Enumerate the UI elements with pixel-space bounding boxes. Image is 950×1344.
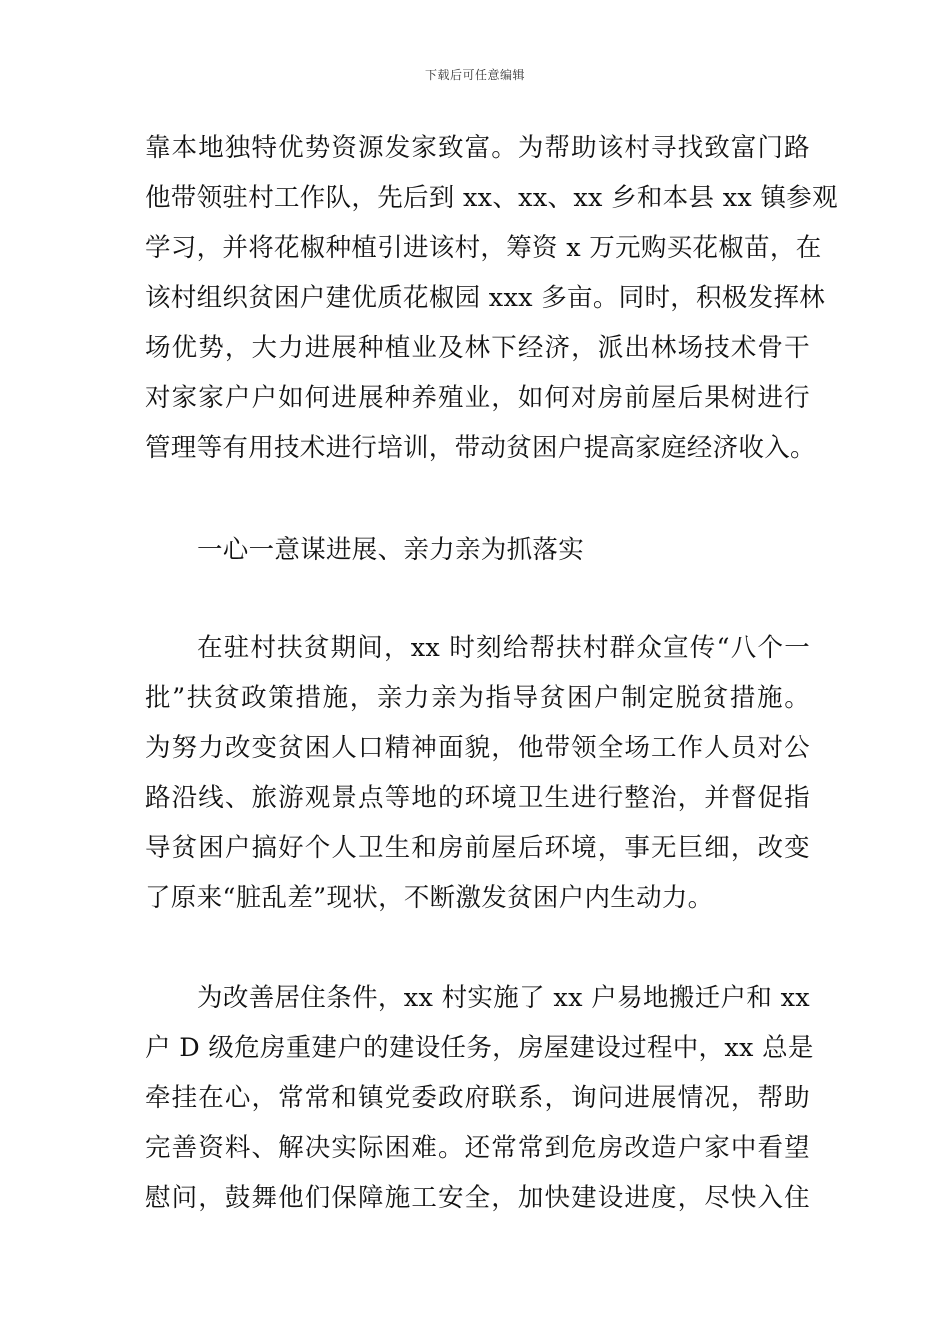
- paragraph-line: 完善资料、解决实际困难。还常常到危房改造户家中看望: [145, 1133, 810, 1163]
- paragraph-line: 场优势，大力进展种植业及林下经济，派出林场技术骨干: [145, 333, 810, 363]
- paragraph-line: 牵挂在心，常常和镇党委政府联系，询问进展情况，帮助: [145, 1083, 810, 1113]
- paragraph-line: 管理等有用技术进行培训，带动贫困户提高家庭经济收入。: [145, 433, 816, 463]
- paragraph-line: 慰问，鼓舞他们保障施工安全，加快建设进度，尽快入住: [145, 1183, 810, 1213]
- section-heading-text: 一心一意谋进展、亲力亲为抓落实: [197, 535, 585, 565]
- paragraph-line: 学习，并将花椒种植引进该村，筹资 x 万元购买花椒苗，在: [145, 233, 822, 263]
- paragraph-line: 该村组织贫困户建优质花椒园 xxx 多亩。同时，积极发挥林: [145, 283, 826, 313]
- paragraph-line: 在驻村扶贫期间，xx 时刻给帮扶村群众宣传“八个一: [197, 633, 810, 663]
- page-header-note: 下载后可任意编辑: [424, 68, 525, 82]
- paragraph-line: 导贫困户搞好个人卫生和房前屋后环境，事无巨细，改变: [145, 833, 810, 863]
- paragraph-line: 了原来“脏乱差”现状，不断激发贫困户内生动力。: [145, 883, 714, 913]
- paragraph-line: 户 D 级危房重建户的建设任务，房屋建设过程中，xx 总是: [145, 1033, 814, 1063]
- paragraph-line: 为努力改变贫困人口精神面貌，他带领全场工作人员对公: [145, 733, 810, 763]
- paragraph-line: 批”扶贫政策措施，亲力亲为指导贫困户制定脱贫措施。: [145, 683, 810, 713]
- paragraph-line: 路沿线、旅游观景点等地的环境卫生进行整治，并督促指: [145, 783, 810, 813]
- paragraph-line: 靠本地独特优势资源发家致富。为帮助该村寻找致富门路: [145, 133, 810, 163]
- paragraph-line: 为改善居住条件，xx 村实施了 xx 户易地搬迁户和 xx: [197, 983, 810, 1013]
- paragraph-line: 他带领驻村工作队，先后到 xx、xx、xx 乡和本县 xx 镇参观: [145, 183, 838, 213]
- paragraph-policy-publicity: [145, 623, 810, 923]
- section-heading: [145, 525, 810, 575]
- paragraph-poverty-industry: [145, 123, 838, 473]
- paragraph-line: 对家家户户如何进展种养殖业，如何对房前屋后果树进行: [145, 383, 810, 413]
- paragraph-housing-conditions: [145, 973, 814, 1223]
